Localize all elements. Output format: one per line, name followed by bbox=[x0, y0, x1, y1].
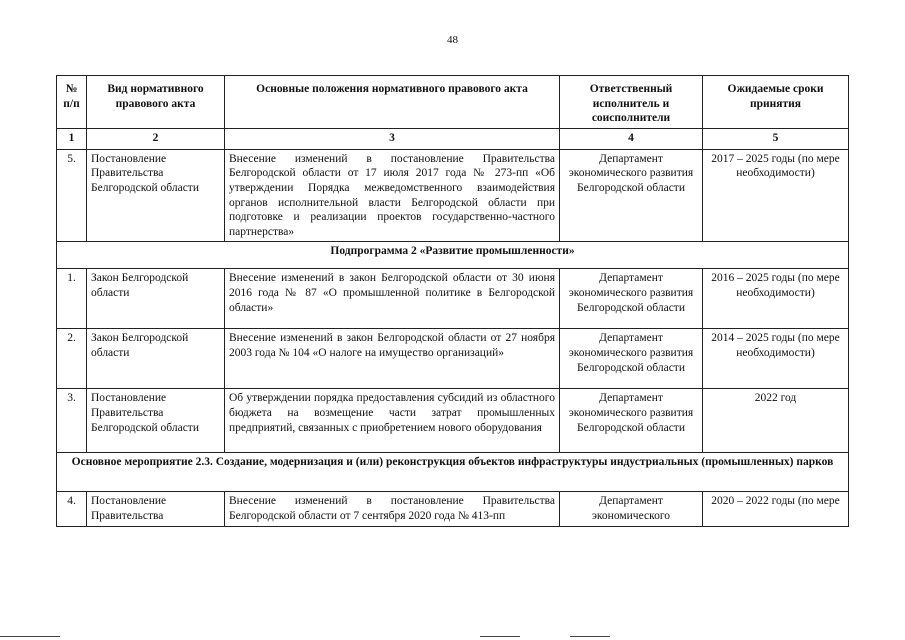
act-type: Постановление Правительства Белгородской области bbox=[87, 149, 225, 242]
table-row bbox=[57, 269, 849, 329]
header-number: № п/п bbox=[57, 76, 87, 129]
section-row bbox=[57, 453, 849, 492]
table-row bbox=[57, 149, 849, 242]
act-terms: 2017 – 2025 годы (по мере необходимости) bbox=[703, 149, 849, 242]
column-numbers-row bbox=[57, 128, 849, 149]
scan-artifact-line bbox=[570, 636, 610, 637]
section-title: Подпрограмма 2 «Развитие промышленности» bbox=[57, 242, 849, 269]
row-number: 1. bbox=[57, 269, 87, 329]
page-number: 48 bbox=[447, 34, 458, 46]
act-provisions: Об утверждении порядка предоставления субсидий из областного бюджета на возмещение части затрат промышленных предприятий, связанных с приобретением нового оборудования bbox=[225, 389, 560, 453]
column-number: 5 bbox=[703, 128, 849, 149]
header-provisions: Основные положения нормативного правового акта bbox=[225, 76, 560, 129]
act-executor: Департамент экономического развития Белгородской области bbox=[560, 389, 703, 453]
act-provisions: Внесение изменений в закон Белгородской области от 30 июня 2016 года № 87 «О промышленной политике в Белгородской области» bbox=[225, 269, 560, 329]
act-terms: 2016 – 2025 годы (по мере необходимости) bbox=[703, 269, 849, 329]
header-executor: Ответственный исполнитель и соисполнители bbox=[560, 76, 703, 129]
act-type: Постановление Правительства bbox=[87, 492, 225, 526]
act-executor: Департамент экономического развития Белгородской области bbox=[560, 329, 703, 389]
act-type: Закон Белгородской области bbox=[87, 329, 225, 389]
row-number: 2. bbox=[57, 329, 87, 389]
row-number: 3. bbox=[57, 389, 87, 453]
table-header-row bbox=[57, 76, 849, 129]
act-executor: Департамент экономического bbox=[560, 492, 703, 526]
scan-artifact-line bbox=[480, 636, 520, 637]
column-number: 3 bbox=[225, 128, 560, 149]
column-number: 2 bbox=[87, 128, 225, 149]
table-row bbox=[57, 492, 849, 526]
row-number: 5. bbox=[57, 149, 87, 242]
column-number: 1 bbox=[57, 128, 87, 149]
header-act-type: Вид нормативного правового акта bbox=[87, 76, 225, 129]
section-title: Основное мероприятие 2.3. Создание, модернизация и (или) реконструкция объектов инфраструктуры индустриальных (промышленных) парков bbox=[57, 453, 849, 492]
act-provisions: Внесение изменений в постановление Правительства Белгородской области от 17 июля 2017 года № 273-пп «Об утверждении Порядка межведомственного взаимодействия органов исполнительной власти Белгородской области при подготовке и реализации проектов государственно-частного партнерства» bbox=[225, 149, 560, 242]
column-number: 4 bbox=[560, 128, 703, 149]
table-row bbox=[57, 329, 849, 389]
row-number: 4. bbox=[57, 492, 87, 526]
act-provisions: Внесение изменений в постановление Правительства Белгородской области от 7 сентября 2020 года № 413-пп bbox=[225, 492, 560, 526]
header-terms: Ожидаемые сроки принятия bbox=[703, 76, 849, 129]
legal-acts-table bbox=[56, 75, 849, 527]
act-executor: Департамент экономического развития Белгородской области bbox=[560, 269, 703, 329]
act-type: Закон Белгородской области bbox=[87, 269, 225, 329]
act-executor: Департамент экономического развития Белгородской области bbox=[560, 149, 703, 242]
act-type: Постановление Правительства Белгородской области bbox=[87, 389, 225, 453]
table-row bbox=[57, 389, 849, 453]
scan-artifact-line bbox=[0, 636, 60, 637]
act-provisions: Внесение изменений в закон Белгородской области от 27 ноября 2003 года № 104 «О налоге на имущество организаций» bbox=[225, 329, 560, 389]
section-row bbox=[57, 242, 849, 269]
act-terms: 2020 – 2022 годы (по мере bbox=[703, 492, 849, 526]
act-terms: 2022 год bbox=[703, 389, 849, 453]
act-terms: 2014 – 2025 годы (по мере необходимости) bbox=[703, 329, 849, 389]
